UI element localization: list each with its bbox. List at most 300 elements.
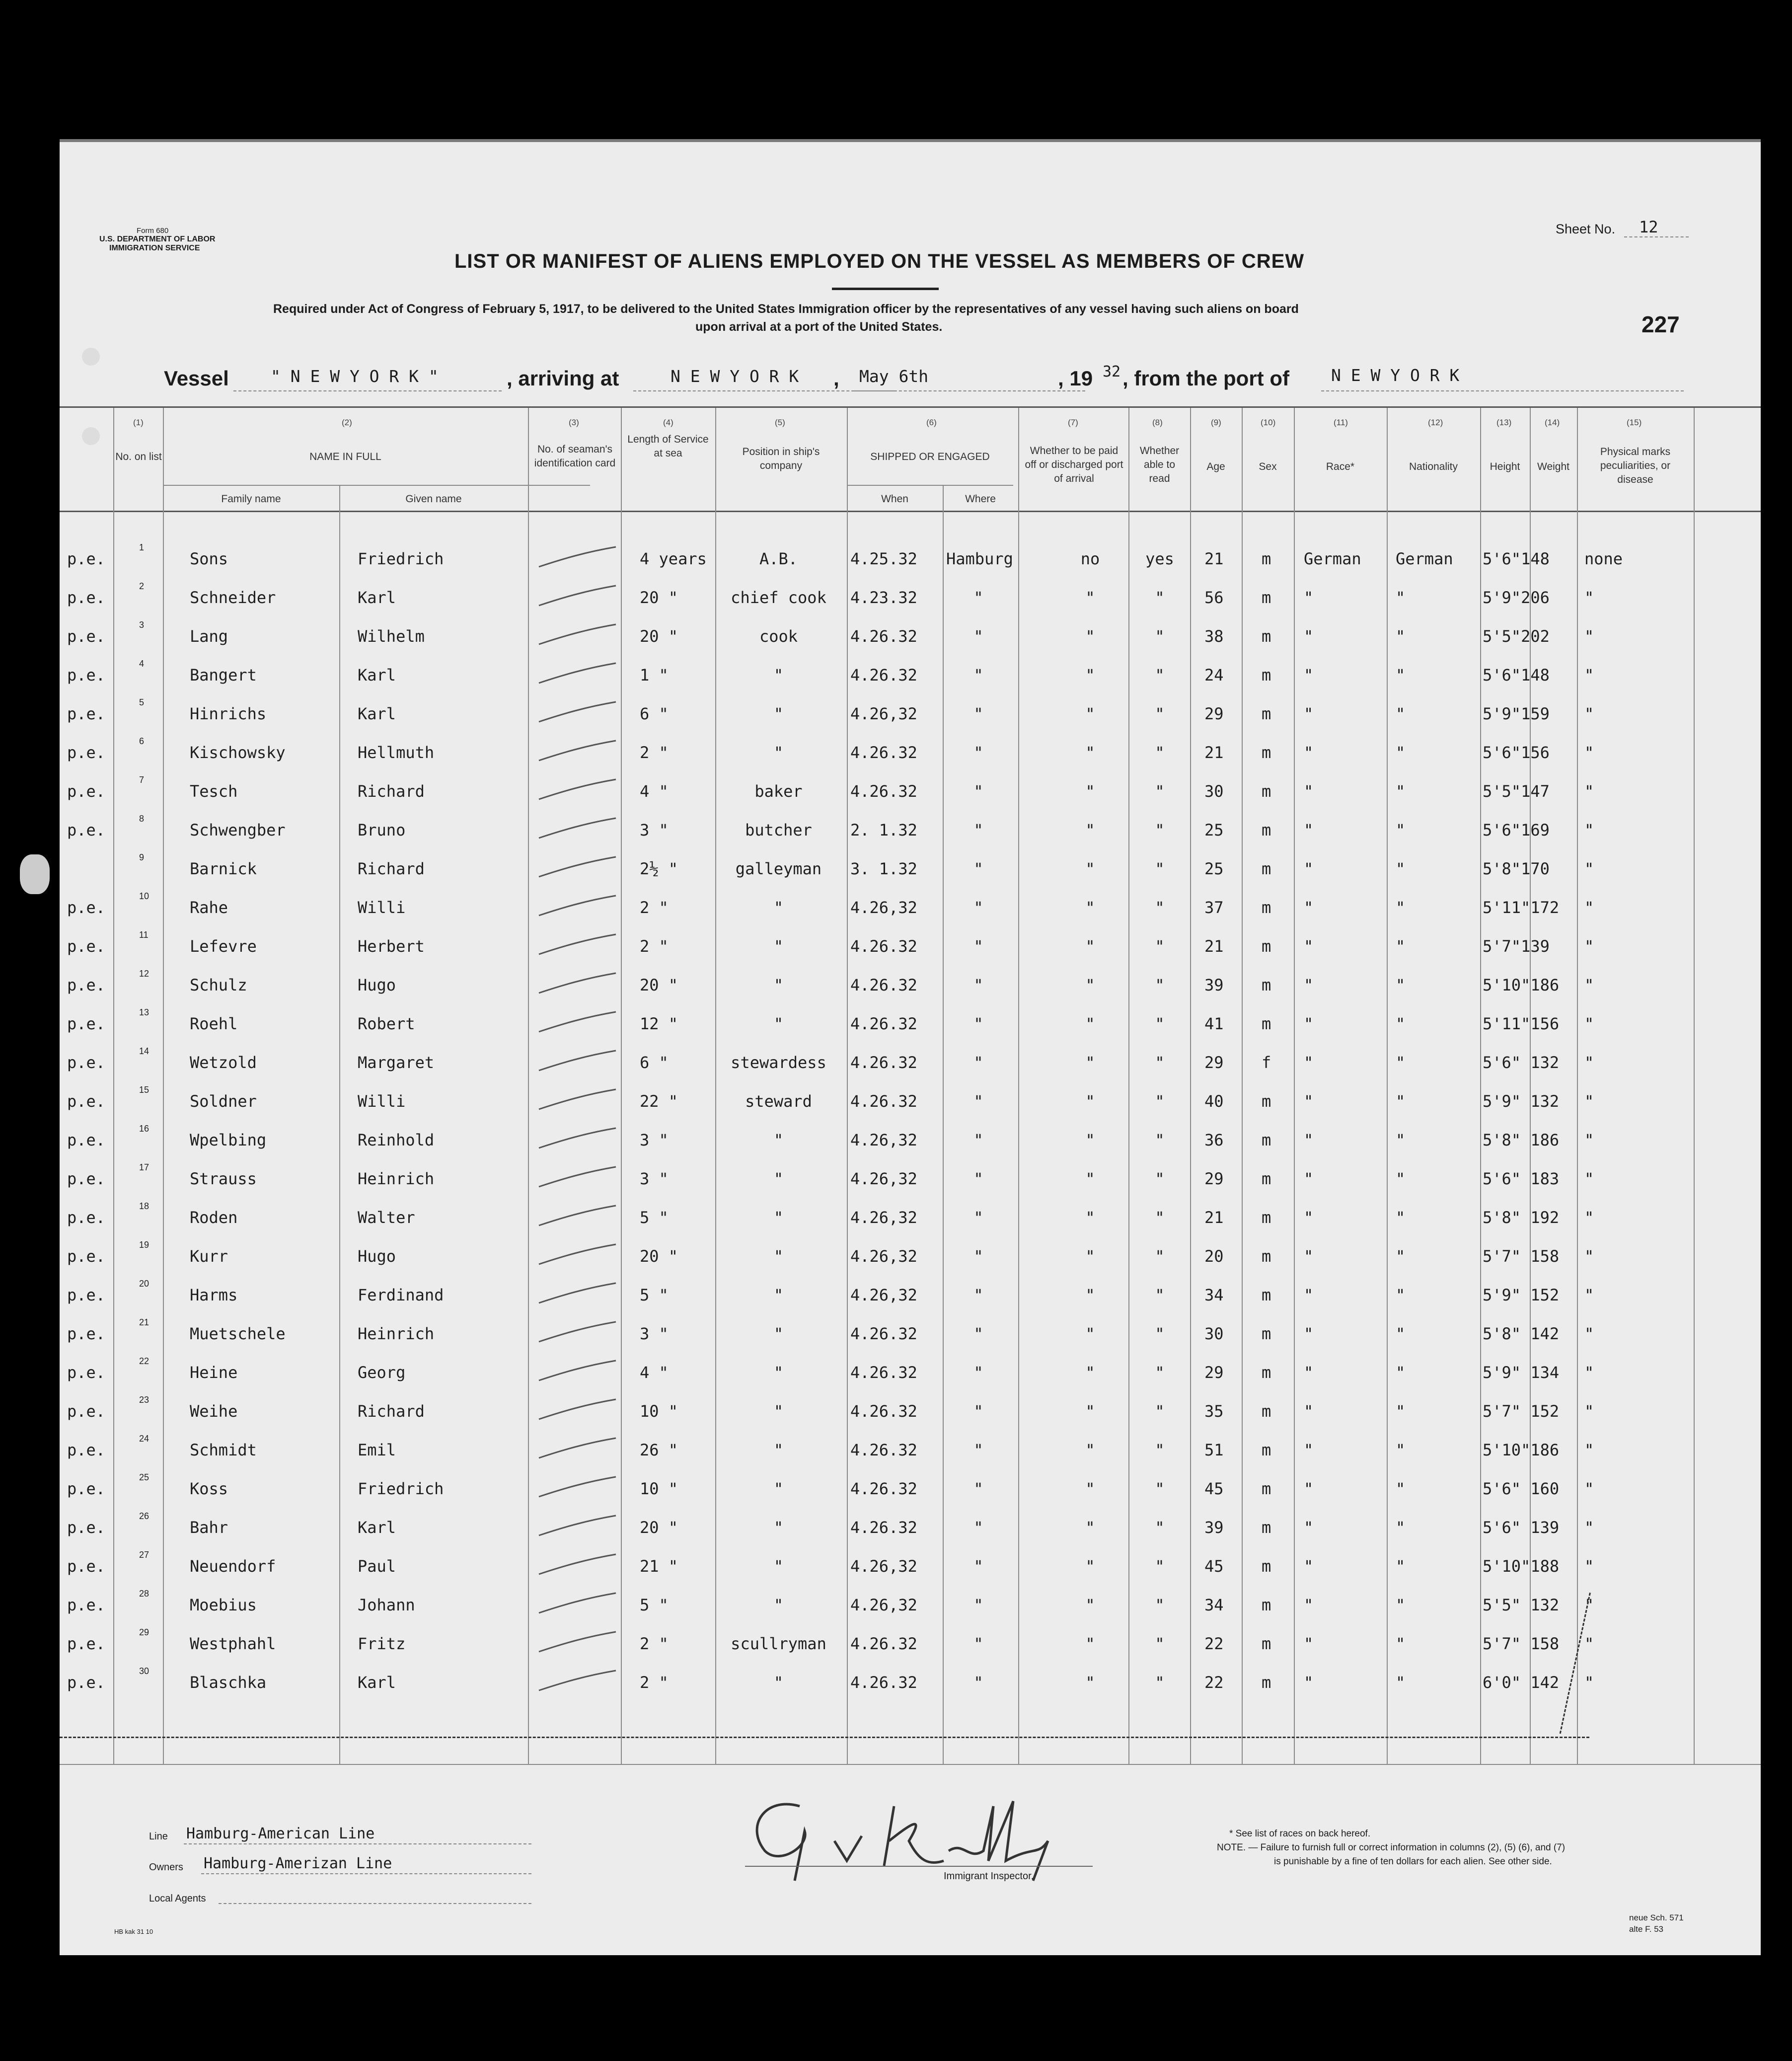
cell-shipped-where: " [973,743,983,762]
pencil-tick-mark [536,1048,621,1078]
owners-value: Hamburg-Amerizan Line [204,1855,392,1872]
cell-physical-marks: " [1584,1363,1594,1382]
cell-race: " [1304,976,1314,994]
page-title: LIST OR MANIFEST OF ALIENS EMPLOYED ON THE VESSEL AS MEMBERS OF CREW [454,250,1305,272]
header-no-on-list: No. on list [115,451,162,462]
header-length-service: Length of Service at sea [627,434,709,459]
cell-shipped-when: 4.26.32 [850,1014,917,1033]
cell-nationality: " [1396,1169,1406,1188]
colnum-9: (9) [1211,418,1221,427]
cell-family-name: Westphahl [190,1634,276,1653]
cell-position: cook [759,627,798,646]
header-age: Age [1206,461,1225,472]
cell-age: 39 [1204,1518,1224,1537]
col-divider [1018,408,1019,1764]
cell-position: " [773,1441,784,1459]
cell-sex: m [1262,549,1271,568]
cell-length-of-service: 2 " [640,898,669,917]
cell-age: 21 [1204,743,1224,762]
cell-able-to-read: " [1155,1014,1165,1033]
cell-prefix: p.e. [67,1518,106,1537]
cell-position: " [773,1131,784,1149]
signature-rule [745,1866,1093,1867]
cell-nationality: " [1396,1208,1406,1227]
cell-shipped-when: 4.26.32 [850,1402,917,1421]
cell-paid-off: " [1085,1363,1095,1382]
cell-shipped-where: " [973,1092,983,1111]
colnum-8: (8) [1152,418,1163,427]
cell-prefix: p.e. [67,1014,106,1033]
note-fine: is punishable by a fine of ten dollars for each alien. See other side. [1274,1856,1552,1867]
cell-prefix: p.e. [67,1363,106,1382]
cell-shipped-when: 4.26,32 [850,1557,917,1576]
cell-row-number: 24 [139,1434,149,1444]
cell-height-weight: 5'6"148 [1483,666,1550,685]
pencil-tick-mark [536,1436,621,1465]
pencil-tick-mark [536,1203,621,1233]
cell-race: " [1304,704,1314,723]
cell-length-of-service: 20 " [640,588,678,607]
cell-age: 21 [1204,549,1224,568]
cell-given-name: Paul [358,1557,396,1576]
cell-prefix: p.e. [67,1247,106,1266]
cell-age: 29 [1204,1053,1224,1072]
cell-able-to-read: " [1155,1673,1165,1692]
cell-row-number: 2 [139,581,145,591]
cell-sex: m [1262,1014,1271,1033]
cell-shipped-where: " [973,1634,983,1653]
paper-scrap [20,854,50,894]
cell-row-number: 1 [139,542,145,552]
cell-age: 45 [1204,1479,1224,1498]
sheet-number: 12 [1639,218,1658,236]
cell-shipped-when: 4.26.32 [850,1518,917,1537]
cell-length-of-service: 20 " [640,1518,678,1537]
cell-shipped-where: " [973,1479,983,1498]
cell-able-to-read: " [1155,898,1165,917]
col-divider [1387,408,1388,1764]
cell-paid-off: " [1085,627,1095,646]
cell-able-to-read: " [1155,1634,1165,1653]
cell-family-name: Tesch [190,782,238,801]
cell-family-name: Kurr [190,1247,228,1266]
cell-able-to-read: " [1155,859,1165,878]
cell-family-name: Schneider [190,588,276,607]
cell-position: " [773,976,784,994]
cell-shipped-when: 4.26.32 [850,1479,917,1498]
col-divider [1694,408,1695,1764]
pencil-tick-mark [536,1319,621,1349]
cell-sex: m [1262,937,1271,956]
cell-sex: m [1262,1673,1271,1692]
vessel-name: " N E W Y O R K " [271,367,439,386]
cell-prefix: p.e. [67,743,106,762]
from-port: N E W Y O R K [1331,366,1460,385]
cell-paid-off: " [1085,1324,1095,1343]
cell-row-number: 6 [139,736,145,746]
cell-sex: m [1262,1363,1271,1382]
cell-family-name: Blaschka [190,1673,267,1692]
cell-height-weight: 5'10"186 [1483,1441,1560,1459]
cell-able-to-read: " [1155,704,1165,723]
cell-physical-marks: " [1584,1634,1594,1653]
cell-physical-marks: " [1584,1441,1594,1459]
cell-position: " [773,1402,784,1421]
arrival-date: May 6th [859,367,929,386]
header-seaman-id: No. of seaman's identification card [534,444,616,469]
cell-race: " [1304,666,1314,685]
cell-length-of-service: 3 " [640,821,669,840]
cell-shipped-when: 4.26,32 [850,1596,917,1614]
cell-prefix: p.e. [67,1441,106,1459]
cell-length-of-service: 6 " [640,704,669,723]
cell-nationality: " [1396,1286,1406,1304]
cell-nationality: " [1396,937,1406,956]
cell-nationality: " [1396,1673,1406,1692]
cell-nationality: " [1396,782,1406,801]
line-value: Hamburg-American Line [186,1825,375,1842]
cell-family-name: Weihe [190,1402,238,1421]
header-physical-marks: Physical marks peculiarities, or disease [1600,446,1671,485]
cell-height-weight: 5'5" 132 [1483,1596,1560,1614]
cell-prefix: p.e. [67,937,106,956]
cell-physical-marks: " [1584,627,1594,646]
cell-paid-off: " [1085,821,1095,840]
cell-position: " [773,1208,784,1227]
cell-paid-off: " [1085,859,1095,878]
header-able-read: Whether able to read [1139,445,1180,484]
cell-given-name: Friedrich [358,549,444,568]
punch-hole [82,348,100,366]
cell-length-of-service: 3 " [640,1169,669,1188]
cell-physical-marks: " [1584,1286,1594,1304]
cell-position: chief cook [731,588,826,607]
cell-race: " [1304,937,1314,956]
cell-length-of-service: 10 " [640,1402,678,1421]
cell-physical-marks: " [1584,1208,1594,1227]
col-divider [163,408,164,1764]
cell-sex: m [1262,898,1271,917]
cell-height-weight: 5'10"186 [1483,976,1560,994]
cell-given-name: Fritz [358,1634,406,1653]
cell-shipped-when: 4.26,32 [850,1247,917,1266]
cell-position: " [773,1596,784,1614]
cell-family-name: Koss [190,1479,228,1498]
cell-shipped-where: " [973,588,983,607]
subtitle-line-1: Required under Act of Congress of February 5, 1917, to be delivered to the United States Immigration officer by the representatives of any vessel having such aliens on board [273,302,1299,316]
cell-row-number: 10 [139,891,149,901]
cell-length-of-service: 20 " [640,1247,678,1266]
cell-family-name: Soldner [190,1092,257,1111]
name-subheader-rule [163,485,590,486]
pencil-tick-mark [536,1164,621,1194]
cell-length-of-service: 3 " [640,1324,669,1343]
pencil-tick-mark [536,777,621,807]
cell-height-weight: 5'9" 152 [1483,1286,1560,1304]
cell-age: 30 [1204,782,1224,801]
cell-height-weight: 5'9"206 [1483,588,1550,607]
arriving-label: , arriving at [507,367,619,390]
cell-position: " [773,898,784,917]
cell-given-name: Hellmuth [358,743,435,762]
col-divider [715,408,716,1764]
cell-shipped-where: " [973,1441,983,1459]
cell-shipped-when: 4.26.32 [850,1324,917,1343]
cell-race: " [1304,1014,1314,1033]
cell-family-name: Bahr [190,1518,228,1537]
header-race: Race* [1326,461,1355,472]
cell-paid-off: " [1085,937,1095,956]
cell-height-weight: 5'6"169 [1483,821,1550,840]
cell-physical-marks: none [1584,549,1623,568]
cell-height-weight: 5'9"159 [1483,704,1550,723]
cell-prefix: p.e. [67,1286,106,1304]
cell-given-name: Karl [358,1518,396,1537]
cell-position: " [773,743,784,762]
cell-race: " [1304,1208,1314,1227]
subtitle-line-2: upon arrival at a port of the United States. [695,320,943,334]
pencil-tick-mark [536,1126,621,1155]
cell-shipped-where: " [973,1363,983,1382]
pencil-tick-mark [536,1552,621,1582]
line-label: Line [149,1831,168,1842]
cell-nationality: " [1396,1247,1406,1266]
cell-age: 37 [1204,898,1224,917]
cell-prefix: p.e. [67,549,106,568]
header-name-in-full: NAME IN FULL [309,451,381,462]
cell-shipped-when: 4.26.32 [850,666,917,685]
cell-given-name: Heinrich [358,1169,435,1188]
cell-paid-off: " [1085,976,1095,994]
cell-length-of-service: 21 " [640,1557,678,1576]
cell-given-name: Willi [358,1092,406,1111]
cell-paid-off: " [1085,1673,1095,1692]
owners-label: Owners [149,1862,183,1873]
cell-race: " [1304,1518,1314,1537]
cell-row-number: 11 [139,930,149,940]
cell-age: 39 [1204,976,1224,994]
cell-age: 25 [1204,821,1224,840]
cell-given-name: Hugo [358,1247,396,1266]
colnum-13: (13) [1496,418,1512,427]
cell-height-weight: 5'7" 158 [1483,1247,1560,1266]
cell-row-number: 23 [139,1395,149,1405]
cell-age: 24 [1204,666,1224,685]
cell-physical-marks: " [1584,937,1594,956]
colnum-14: (14) [1545,418,1560,427]
cell-sex: m [1262,1208,1271,1227]
cell-age: 29 [1204,704,1224,723]
cell-race: " [1304,1169,1314,1188]
cell-age: 45 [1204,1557,1224,1576]
cell-sex: m [1262,1518,1271,1537]
cell-paid-off: " [1085,666,1095,685]
cell-family-name: Lefevre [190,937,257,956]
cell-shipped-when: 4.26.32 [850,1634,917,1653]
table-header-rule [60,511,1761,512]
cell-paid-off: " [1085,1479,1095,1498]
line-rule [184,1843,531,1844]
cell-age: 35 [1204,1402,1224,1421]
vessel-label: Vessel [164,367,229,390]
cell-given-name: Karl [358,588,396,607]
cell-family-name: Neuendorf [190,1557,276,1576]
cell-age: 21 [1204,1208,1224,1227]
cell-race: " [1304,1092,1314,1111]
cell-physical-marks: " [1584,588,1594,607]
cell-shipped-when: 2. 1.32 [850,821,917,840]
cell-shipped-when: 4.26,32 [850,898,917,917]
cell-shipped-where: " [973,1673,983,1692]
cell-able-to-read: " [1155,1596,1165,1614]
cell-family-name: Strauss [190,1169,257,1188]
cell-given-name: Richard [358,1402,425,1421]
cell-row-number: 28 [139,1589,149,1599]
cell-position: " [773,1557,784,1576]
col-divider [621,408,622,1764]
cell-given-name: Richard [358,782,425,801]
cell-able-to-read: " [1155,1092,1165,1111]
cell-position: " [773,1286,784,1304]
cell-given-name: Hugo [358,976,396,994]
cell-able-to-read: " [1155,588,1165,607]
cell-sex: f [1262,1053,1271,1072]
col-divider [1190,408,1191,1764]
cell-physical-marks: " [1584,782,1594,801]
cell-age: 40 [1204,1092,1224,1111]
cell-shipped-when: 4.26.32 [850,1053,917,1072]
cell-shipped-where: " [973,1518,983,1537]
cell-length-of-service: 5 " [640,1286,669,1304]
colnum-2: (2) [342,418,352,427]
cell-physical-marks: " [1584,1247,1594,1266]
pencil-tick-mark [536,1281,621,1310]
cell-height-weight: 5'11"172 [1483,898,1560,917]
cell-physical-marks: " [1584,1324,1594,1343]
cell-row-number: 18 [139,1201,149,1211]
cell-physical-marks: " [1584,1053,1594,1072]
cell-family-name: Muetschele [190,1324,286,1343]
table-top-rule [60,406,1761,408]
cell-height-weight: 5'9" 132 [1483,1092,1560,1111]
cell-race: " [1304,1131,1314,1149]
cell-paid-off: " [1085,1596,1095,1614]
cell-family-name: Heine [190,1363,238,1382]
cell-race: " [1304,782,1314,801]
cell-length-of-service: 22 " [640,1092,678,1111]
cell-height-weight: 5'7" 158 [1483,1634,1560,1653]
cell-prefix: p.e. [67,704,106,723]
cell-height-weight: 5'5"202 [1483,627,1550,646]
cell-sex: m [1262,1324,1271,1343]
local-agents-label: Local Agents [149,1893,206,1904]
cell-row-number: 19 [139,1240,149,1250]
cell-length-of-service: 20 " [640,627,678,646]
cell-shipped-where: " [973,1053,983,1072]
cell-paid-off: " [1085,1208,1095,1227]
cell-family-name: Harms [190,1286,238,1304]
cell-length-of-service: 6 " [640,1053,669,1072]
col-divider [113,408,114,1764]
cell-position: stewardess [731,1053,826,1072]
cell-age: 41 [1204,1014,1224,1033]
cell-nationality: " [1396,1014,1406,1033]
cell-paid-off: " [1085,1053,1095,1072]
cell-able-to-read: " [1155,1208,1165,1227]
cell-paid-off: " [1085,1247,1095,1266]
cell-height-weight: 6'0" 142 [1483,1673,1560,1692]
cell-able-to-read: " [1155,1402,1165,1421]
pencil-tick-mark [536,1474,621,1504]
cell-row-number: 26 [139,1511,149,1521]
cell-nationality: German [1396,549,1453,568]
cell-shipped-when: 4.26,32 [850,704,917,723]
cell-row-number: 17 [139,1162,149,1172]
cell-able-to-read: " [1155,1053,1165,1072]
cell-row-number: 14 [139,1046,149,1056]
cell-given-name: Friedrich [358,1479,444,1498]
cell-age: 34 [1204,1596,1224,1614]
cell-nationality: " [1396,743,1406,762]
cell-nationality: " [1396,1557,1406,1576]
cell-family-name: Bangert [190,666,257,685]
cell-physical-marks: " [1584,1479,1594,1498]
cell-sex: m [1262,1557,1271,1576]
cell-height-weight: 5'5"147 [1483,782,1550,801]
sheet-label: Sheet No. [1556,222,1616,236]
vessel-name-rule [233,390,502,391]
cell-position: " [773,1363,784,1382]
header-family-name: Family name [221,493,281,505]
cell-length-of-service: 2 " [640,937,669,956]
cell-height-weight: 5'11"156 [1483,1014,1560,1033]
cell-shipped-when: 4.23.32 [850,588,917,607]
cell-position: galleyman [735,859,822,878]
date-comma: , [833,367,839,390]
cell-length-of-service: 4 years [640,549,707,568]
cell-prefix: p.e. [67,898,106,917]
cell-length-of-service: 5 " [640,1596,669,1614]
pencil-tick-mark [536,738,621,768]
cell-position: butcher [745,821,812,840]
cell-shipped-where: " [973,1131,983,1149]
colnum-15: (15) [1627,418,1642,427]
cell-shipped-where: " [973,898,983,917]
cell-height-weight: 5'7"139 [1483,937,1550,956]
cell-given-name: Johann [358,1596,415,1614]
cell-nationality: " [1396,1402,1406,1421]
col-divider [1128,408,1129,1764]
cell-race: " [1304,1557,1314,1576]
header-weight: Weight [1537,461,1569,472]
cell-physical-marks: " [1584,1402,1594,1421]
note-races: * See list of races on back hereof. [1229,1829,1371,1839]
cell-prefix: p.e. [67,1402,106,1421]
cell-shipped-when: 4.26,32 [850,1131,917,1149]
service-line: IMMIGRATION SERVICE [109,244,200,252]
cell-age: 34 [1204,1286,1224,1304]
pencil-tick-mark [536,1629,621,1659]
cell-prefix: p.e. [67,1169,106,1188]
cell-row-number: 9 [139,852,145,862]
pencil-tick-mark [536,1591,621,1620]
cell-sex: m [1262,666,1271,685]
cell-physical-marks: " [1584,976,1594,994]
cell-paid-off: " [1085,1402,1095,1421]
cell-height-weight: 5'6"148 [1483,549,1550,568]
cell-able-to-read: " [1155,821,1165,840]
cell-paid-off: " [1085,782,1095,801]
